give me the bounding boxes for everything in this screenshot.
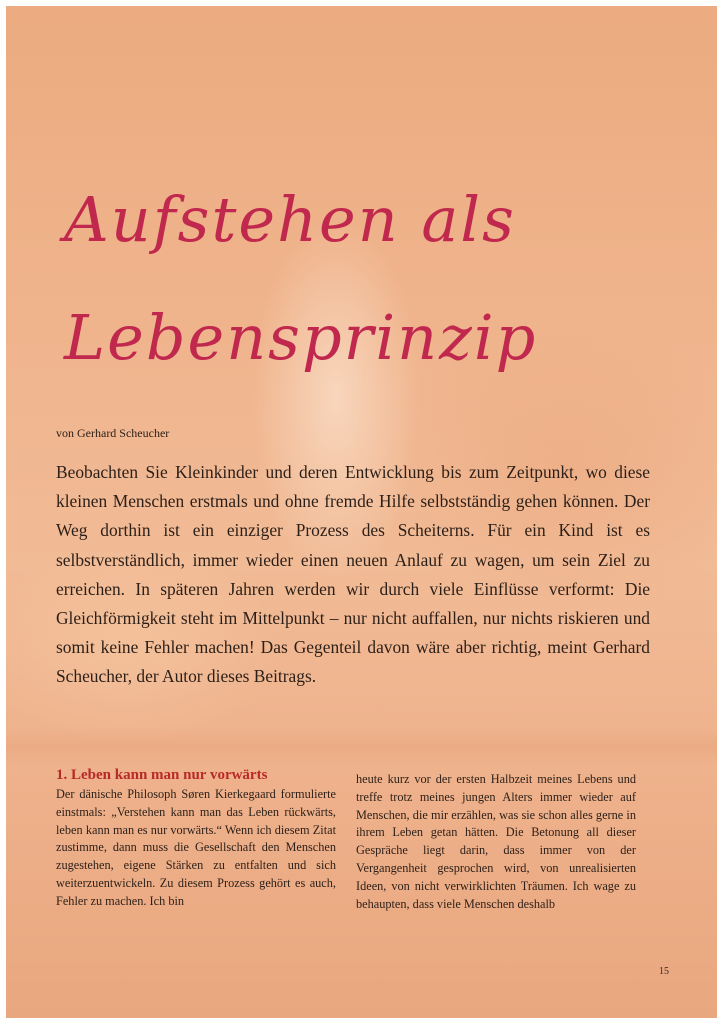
title-line-1: Aufstehen als [64, 183, 516, 256]
title-line-2: Lebensprinzip [64, 301, 538, 374]
section-heading: 1. Leben kann man nur vorwärts [56, 767, 268, 783]
body-column-left: Der dänische Philosoph Søren Kierkegaard formulierte einstmals: „Verstehen kann man das Leben rückwärts, leben kann man es nur vorwärts.“ Wenn ich diesem Zitat zustimme, dann muss die Gesellschaft den Menschen zugestehen, eigene Stärken zu entfalten und sich weiterzuentwickeln. Zu diesem Prozess gehört es auch, Fehler zu machen. Ich bin [56, 787, 336, 908]
magazine-page [6, 6, 717, 1018]
lead-paragraph: Beobachten Sie Kleinkinder und deren Entwicklung bis zum Zeitpunkt, wo diese kleinen Menschen erstmals und ohne fremde Hilfe selbstständig gehen können. Der Weg dorthin ist ein einziger Prozess des Scheiterns. Für ein Kind ist es selbstverständlich, immer wieder einen neuen Anlauf zu wagen, um sein Ziel zu erreichen. In späteren Jahren werden wir durch viele Einflüsse verformt: Die Gleichförmigkeit steht im Mittelpunkt – nur nicht auffallen, nur nichts riskieren und somit keine Fehler machen! Das Gegenteil davon wäre aber richtig, meint Gerhard Scheucher, der Autor dieses Beitrags. [56, 462, 650, 687]
background-photo-shade [6, 726, 717, 766]
body-column-right: heute kurz vor der ersten Halbzeit meines Lebens und treffe trotz meines jungen Alters immer wieder auf Menschen, die mir erzählen, was sie schon alles gerne in ihrem Leben getan hätten. Die Betonung all dieser Gespräche liegt darin, dass immer von der Vergangenheit gesprochen wird, von unrealisierten Ideen, von nicht verwirklichten Träumen. Ich wage zu behaupten, dass viele Menschen deshalb [356, 772, 636, 911]
author-byline: von Gerhard Scheucher [56, 426, 170, 440]
page-number: 15 [659, 966, 669, 977]
article-title [64, 161, 584, 397]
